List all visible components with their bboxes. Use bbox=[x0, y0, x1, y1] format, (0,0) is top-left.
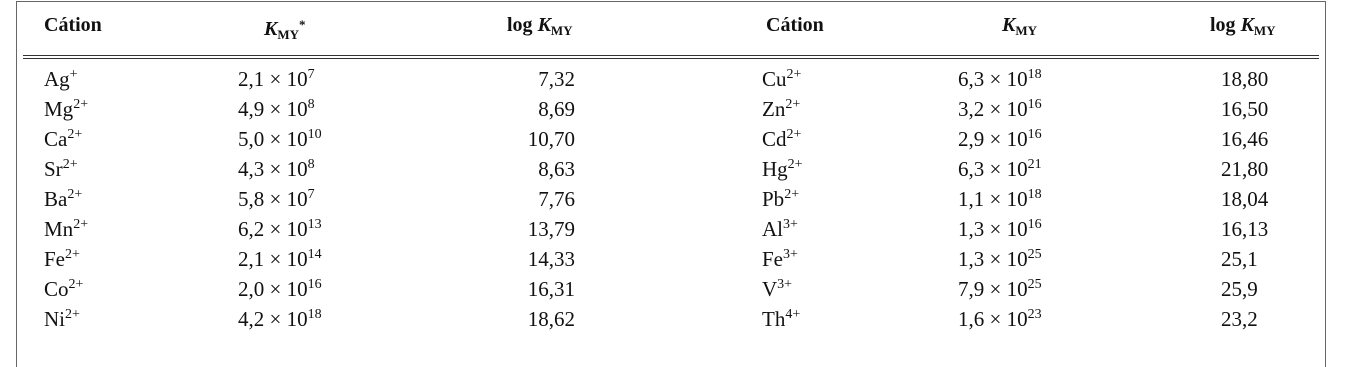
header-kmy-left-base: K bbox=[264, 18, 278, 40]
cation-symbol: Fe bbox=[762, 247, 783, 271]
cation-cell bbox=[44, 94, 88, 124]
kmy-mantissa: 6,3 × 10 bbox=[958, 157, 1028, 181]
kmy-cell bbox=[958, 214, 1042, 244]
cation-symbol: Ni bbox=[44, 307, 65, 331]
cation-symbol: Zn bbox=[762, 97, 786, 121]
cation-symbol: Pb bbox=[762, 187, 785, 211]
header-rule-double bbox=[23, 58, 1319, 59]
kmy-mantissa: 1,3 × 10 bbox=[958, 217, 1028, 241]
cation-cell bbox=[762, 304, 800, 334]
logk-cell: 16,46 bbox=[1221, 127, 1269, 151]
kmy-mantissa: 4,9 × 10 bbox=[238, 97, 308, 121]
cation-charge: 2+ bbox=[65, 247, 80, 262]
table-row bbox=[0, 64, 1345, 94]
kmy-cell bbox=[238, 244, 322, 274]
cation-charge: 2+ bbox=[67, 187, 83, 202]
header-kmy-left bbox=[264, 12, 306, 48]
cation-symbol: Mn bbox=[44, 217, 74, 241]
logk-cell: 23,2 bbox=[1221, 307, 1258, 331]
logk-cell: 7,32 bbox=[538, 67, 575, 91]
cation-symbol: Ba bbox=[44, 187, 68, 211]
kmy-cell bbox=[958, 154, 1042, 184]
table-row bbox=[0, 274, 1345, 304]
cation-symbol: V bbox=[762, 277, 778, 301]
cation-cell bbox=[44, 274, 83, 304]
kmy-exponent: 7 bbox=[307, 67, 315, 82]
logk-cell: 18,62 bbox=[527, 307, 575, 331]
kmy-mantissa: 2,1 × 10 bbox=[238, 247, 308, 271]
header-kmy-right bbox=[1002, 12, 1037, 44]
table-row bbox=[0, 214, 1345, 244]
kmy-exponent: 16 bbox=[1027, 217, 1042, 232]
cation-cell bbox=[762, 124, 801, 154]
cation-cell bbox=[44, 304, 80, 334]
cation-symbol: Ag bbox=[44, 67, 70, 91]
header-kmy-right-base: K bbox=[1002, 14, 1016, 36]
cation-charge: 2+ bbox=[68, 277, 84, 292]
kmy-exponent: 25 bbox=[1027, 247, 1042, 262]
kmy-mantissa: 6,2 × 10 bbox=[238, 217, 308, 241]
header-logk-right bbox=[1210, 12, 1276, 44]
logk-cell: 16,31 bbox=[527, 277, 575, 301]
cation-cell bbox=[44, 244, 80, 274]
kmy-mantissa: 5,0 × 10 bbox=[238, 127, 308, 151]
kmy-exponent: 8 bbox=[307, 157, 315, 172]
kmy-cell bbox=[238, 64, 315, 94]
kmy-exponent: 18 bbox=[1027, 67, 1042, 82]
kmy-cell bbox=[238, 124, 322, 154]
header-logk-left-prefix: log bbox=[507, 14, 538, 36]
logk-cell: 16,13 bbox=[1221, 217, 1269, 241]
cation-charge: 3+ bbox=[783, 217, 798, 232]
cation-charge: 2+ bbox=[67, 127, 83, 142]
cation-charge: 2+ bbox=[787, 157, 803, 172]
kmy-exponent: 21 bbox=[1027, 157, 1042, 172]
header-cation-right: Cátion bbox=[766, 14, 824, 36]
table-row bbox=[0, 184, 1345, 214]
cation-charge: 2+ bbox=[62, 157, 78, 172]
cation-cell bbox=[44, 124, 82, 154]
kmy-mantissa: 3,2 × 10 bbox=[958, 97, 1028, 121]
cation-symbol: Mg bbox=[44, 97, 74, 121]
kmy-mantissa: 2,0 × 10 bbox=[238, 277, 308, 301]
kmy-mantissa: 6,3 × 10 bbox=[958, 67, 1028, 91]
table-row bbox=[0, 94, 1345, 124]
kmy-exponent: 7 bbox=[307, 187, 315, 202]
kmy-exponent: 25 bbox=[1027, 277, 1042, 292]
header-kmy-right-sub: MY bbox=[1015, 23, 1038, 38]
logk-cell: 10,70 bbox=[527, 127, 575, 151]
logk-cell: 25,1 bbox=[1221, 247, 1258, 271]
kmy-mantissa: 4,3 × 10 bbox=[238, 157, 308, 181]
cation-symbol: Cd bbox=[762, 127, 787, 151]
table-row bbox=[0, 304, 1345, 334]
cation-symbol: Ca bbox=[44, 127, 68, 151]
kmy-cell bbox=[238, 304, 322, 334]
kmy-exponent: 14 bbox=[307, 247, 322, 262]
logk-cell: 7,76 bbox=[538, 187, 575, 211]
cation-cell bbox=[44, 154, 78, 184]
logk-cell: 25,9 bbox=[1221, 277, 1258, 301]
header-kmy-left-sup: * bbox=[299, 17, 306, 32]
cation-symbol: Th bbox=[762, 307, 786, 331]
header-logk-right-sub: MY bbox=[1253, 23, 1276, 38]
kmy-mantissa: 1,6 × 10 bbox=[958, 307, 1028, 331]
cation-symbol: Al bbox=[762, 217, 783, 241]
kmy-exponent: 18 bbox=[1027, 187, 1042, 202]
cation-cell bbox=[762, 214, 798, 244]
cation-charge: 2+ bbox=[786, 67, 802, 82]
cation-symbol: Cu bbox=[762, 67, 787, 91]
header-logk-right-base: K bbox=[1240, 14, 1254, 36]
kmy-cell bbox=[958, 274, 1042, 304]
header-logk-left bbox=[507, 12, 573, 44]
kmy-mantissa: 1,1 × 10 bbox=[958, 187, 1028, 211]
kmy-cell bbox=[958, 94, 1042, 124]
header-logk-right-prefix: log bbox=[1210, 14, 1241, 36]
logk-cell: 21,80 bbox=[1221, 157, 1269, 181]
kmy-exponent: 16 bbox=[1027, 97, 1042, 112]
kmy-mantissa: 2,9 × 10 bbox=[958, 127, 1028, 151]
logk-cell: 18,80 bbox=[1221, 67, 1269, 91]
kmy-exponent: 23 bbox=[1027, 307, 1042, 322]
logk-cell: 14,33 bbox=[527, 247, 575, 271]
kmy-exponent: 16 bbox=[307, 277, 322, 292]
logk-cell: 16,50 bbox=[1221, 97, 1269, 121]
kmy-cell bbox=[958, 244, 1042, 274]
header-rule bbox=[23, 55, 1319, 56]
kmy-cell bbox=[958, 304, 1042, 334]
cation-cell bbox=[762, 274, 792, 304]
kmy-exponent: 10 bbox=[307, 127, 322, 142]
cation-charge: 2+ bbox=[73, 217, 89, 232]
kmy-mantissa: 5,8 × 10 bbox=[238, 187, 308, 211]
kmy-mantissa: 2,1 × 10 bbox=[238, 67, 308, 91]
cation-cell bbox=[44, 184, 82, 214]
kmy-mantissa: 1,3 × 10 bbox=[958, 247, 1028, 271]
cation-cell bbox=[762, 64, 801, 94]
cation-symbol: Fe bbox=[44, 247, 65, 271]
cation-cell bbox=[762, 94, 800, 124]
header-logk-left-sub: MY bbox=[550, 23, 573, 38]
kmy-exponent: 18 bbox=[307, 307, 322, 322]
header-logk-left-base: K bbox=[537, 14, 551, 36]
cation-symbol: Co bbox=[44, 277, 69, 301]
kmy-cell bbox=[958, 64, 1042, 94]
cation-cell bbox=[762, 184, 799, 214]
logk-cell: 18,04 bbox=[1221, 187, 1269, 211]
cation-charge: 3+ bbox=[783, 247, 798, 262]
kmy-cell bbox=[238, 274, 322, 304]
kmy-mantissa: 7,9 × 10 bbox=[958, 277, 1028, 301]
table-body bbox=[0, 64, 1345, 334]
logk-cell: 13,79 bbox=[527, 217, 575, 241]
logk-cell: 8,69 bbox=[538, 97, 575, 121]
kmy-exponent: 8 bbox=[307, 97, 315, 112]
cation-charge: 2+ bbox=[73, 97, 89, 112]
cation-symbol: Sr bbox=[44, 157, 63, 181]
cation-charge: 2+ bbox=[785, 97, 801, 112]
kmy-exponent: 13 bbox=[307, 217, 322, 232]
kmy-cell bbox=[238, 154, 315, 184]
kmy-cell bbox=[958, 124, 1042, 154]
cation-charge: 3+ bbox=[777, 277, 793, 292]
header-cation-left: Cátion bbox=[44, 14, 102, 36]
cation-charge: 2+ bbox=[786, 127, 802, 142]
kmy-cell bbox=[238, 214, 322, 244]
cation-symbol: Hg bbox=[762, 157, 788, 181]
cation-charge: + bbox=[69, 67, 78, 82]
kmy-mantissa: 4,2 × 10 bbox=[238, 307, 308, 331]
cation-charge: 2+ bbox=[784, 187, 800, 202]
cation-cell bbox=[762, 244, 798, 274]
cation-charge: 2+ bbox=[65, 307, 80, 322]
cation-charge: 4+ bbox=[785, 307, 801, 322]
cation-cell bbox=[762, 154, 803, 184]
header-kmy-left-sub: MY bbox=[277, 27, 300, 42]
kmy-cell bbox=[238, 94, 315, 124]
table-row bbox=[0, 154, 1345, 184]
logk-cell: 8,63 bbox=[538, 157, 575, 181]
cation-cell bbox=[44, 64, 78, 94]
table-row bbox=[0, 124, 1345, 154]
table-row bbox=[0, 244, 1345, 274]
kmy-cell bbox=[958, 184, 1042, 214]
cation-cell bbox=[44, 214, 88, 244]
kmy-cell bbox=[238, 184, 315, 214]
kmy-exponent: 16 bbox=[1027, 127, 1042, 142]
